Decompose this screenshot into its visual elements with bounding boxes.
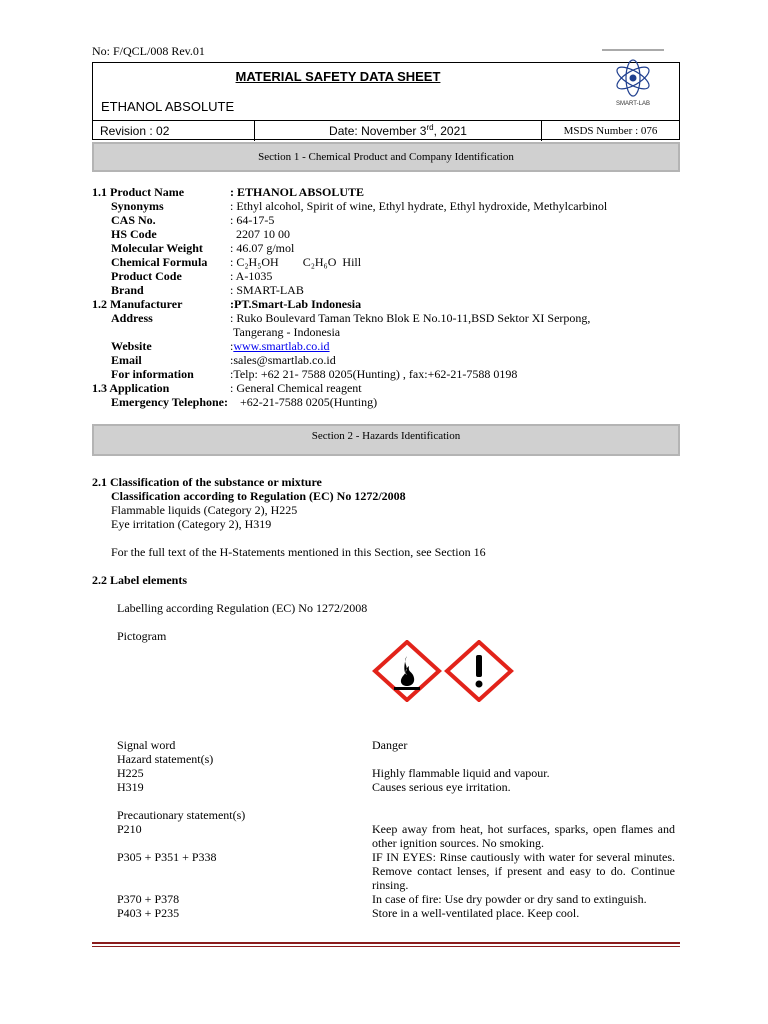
smartlab-logo xyxy=(598,48,668,108)
flame-icon xyxy=(375,642,439,700)
precaution-text-4: Store in a well-ventilated place. Keep cool. xyxy=(372,906,580,920)
footer-rule xyxy=(92,942,680,944)
signal-word-label: Signal word xyxy=(117,738,176,752)
classification-heading: 2.1 Classification of the substance or mixture xyxy=(92,475,322,489)
hazard-text-2: Causes serious eye irritation. xyxy=(372,780,511,794)
label-cas: CAS No. xyxy=(111,213,156,227)
label-hs-code: HS Code xyxy=(111,227,157,241)
label-manufacturer: 1.2 Manufacturer xyxy=(92,297,183,311)
value-application: : General Chemical reagent xyxy=(230,381,362,395)
value-product-code: : A-1035 xyxy=(230,269,273,283)
website-colon: : xyxy=(230,339,234,353)
label-chemical-formula: Chemical Formula xyxy=(111,255,208,269)
value-brand: : SMART-LAB xyxy=(230,283,304,297)
class-item-1: Flammable liquids (Category 2), H225 xyxy=(111,503,298,517)
hazard-statements-label: Hazard statement(s) xyxy=(117,752,214,766)
pictogram-label: Pictogram xyxy=(117,629,167,643)
exclamation-icon xyxy=(447,642,511,700)
hazard-code-1: H225 xyxy=(117,766,144,780)
value-chemical-formula: : C₂H₅OH C₂H₆O Hill xyxy=(230,255,362,269)
hazard-text-1: Highly flammable liquid and vapour. xyxy=(372,766,550,780)
label-molecular-weight: Molecular Weight xyxy=(111,241,203,255)
revision-cell: Revision : 02 xyxy=(93,121,255,141)
full-text-note: For the full text of the H-Statements mentioned in this Section, see Section 16 xyxy=(111,545,486,559)
value-cas: : 64-17-5 xyxy=(230,213,275,227)
footer-rule-thin xyxy=(92,946,680,947)
section1-title-bar: Section 1 - Chemical Product and Company Identification xyxy=(92,142,680,172)
labelling-note: Labelling according Regulation (EC) No 1272/2008 xyxy=(117,601,368,615)
document-number: No: F/QCL/008 Rev.01 xyxy=(92,44,205,58)
value-address-cont: Tangerang - Indonesia xyxy=(233,325,341,339)
precaution-text-1: Keep away from heat, hot surfaces, sparks, open flames and other ignition sources. No smoking. xyxy=(372,822,675,850)
date-prefix: Date: November 3 xyxy=(329,124,427,138)
value-product-name: : ETHANOL ABSOLUTE xyxy=(230,185,365,199)
label-brand: Brand xyxy=(111,283,144,297)
value-manufacturer: :PT.Smart-Lab Indonesia xyxy=(230,297,362,311)
value-address: : Ruko Boulevard Taman Tekno Blok E No.10-11,BSD Sektor XI Serpong, xyxy=(230,311,591,325)
revision-row xyxy=(93,120,679,141)
value-hs-code: 2207 10 00 xyxy=(230,227,290,241)
precaution-code-1: P210 xyxy=(117,822,142,836)
label-website: Website xyxy=(111,339,152,353)
label-elements-heading: 2.2 Label elements xyxy=(92,573,187,587)
logo-text: SMART-LAB xyxy=(616,101,650,107)
date-sup: rd xyxy=(426,123,434,132)
label-product-code: Product Code xyxy=(111,269,182,283)
value-emergency-telephone: +62-21-7588 0205(Hunting) xyxy=(237,395,378,409)
header-product-name: ETHANOL ABSOLUTE xyxy=(101,99,235,114)
label-for-information: For information xyxy=(111,367,194,381)
website-link[interactable]: www.smartlab.co.id xyxy=(233,339,330,353)
classification-sub: Classification according to Regulation (EC) No 1272/2008 xyxy=(111,489,406,503)
hazard-code-2: H319 xyxy=(117,780,144,794)
label-address: Address xyxy=(111,311,153,325)
precaution-text-3: In case of fire: Use dry powder or dry sand to extinguish. xyxy=(372,892,647,906)
precautionary-label: Precautionary statement(s) xyxy=(117,808,246,822)
document-title: MATERIAL SAFETY DATA SHEET xyxy=(235,69,441,84)
label-application: 1.3 Application xyxy=(92,381,170,395)
date-suffix: , 2021 xyxy=(433,124,467,138)
header-box xyxy=(92,62,680,140)
label-emergency-telephone: Emergency Telephone: xyxy=(111,395,228,409)
value-synonyms: : Ethyl alcohol, Spirit of wine, Ethyl hydrate, Ethyl hydroxide, Methylcarbinol xyxy=(230,199,608,213)
precaution-code-3: P370 + P378 xyxy=(117,892,180,906)
precaution-code-4: P403 + P235 xyxy=(117,906,180,920)
precaution-text-2: IF IN EYES: Rinse cautiously with water for several minutes. Remove contact lenses, if present and easy to do. Continue rinsing. xyxy=(372,850,675,892)
date-cell xyxy=(255,121,542,141)
msds-number-cell: MSDS Number : 076 xyxy=(563,125,658,137)
signal-word-value: Danger xyxy=(372,738,408,752)
value-email: :sales@smartlab.co.id xyxy=(230,353,336,367)
label-synonyms: Synonyms xyxy=(111,199,164,213)
label-email: Email xyxy=(111,353,142,367)
section2-title-bar: Section 2 - Hazards Identification xyxy=(92,424,680,456)
value-website xyxy=(230,339,330,353)
precaution-code-2: P305 + P351 + P338 xyxy=(117,850,217,864)
class-item-2: Eye irritation (Category 2), H319 xyxy=(111,517,272,531)
label-product-name: 1.1 Product Name xyxy=(92,185,185,199)
ghs-pictograms xyxy=(372,640,522,702)
value-for-information: :Telp: +62 21- 7588 0205(Hunting) , fax:+62-21-7588 0198 xyxy=(230,367,518,381)
value-molecular-weight: : 46.07 g/mol xyxy=(230,241,295,255)
